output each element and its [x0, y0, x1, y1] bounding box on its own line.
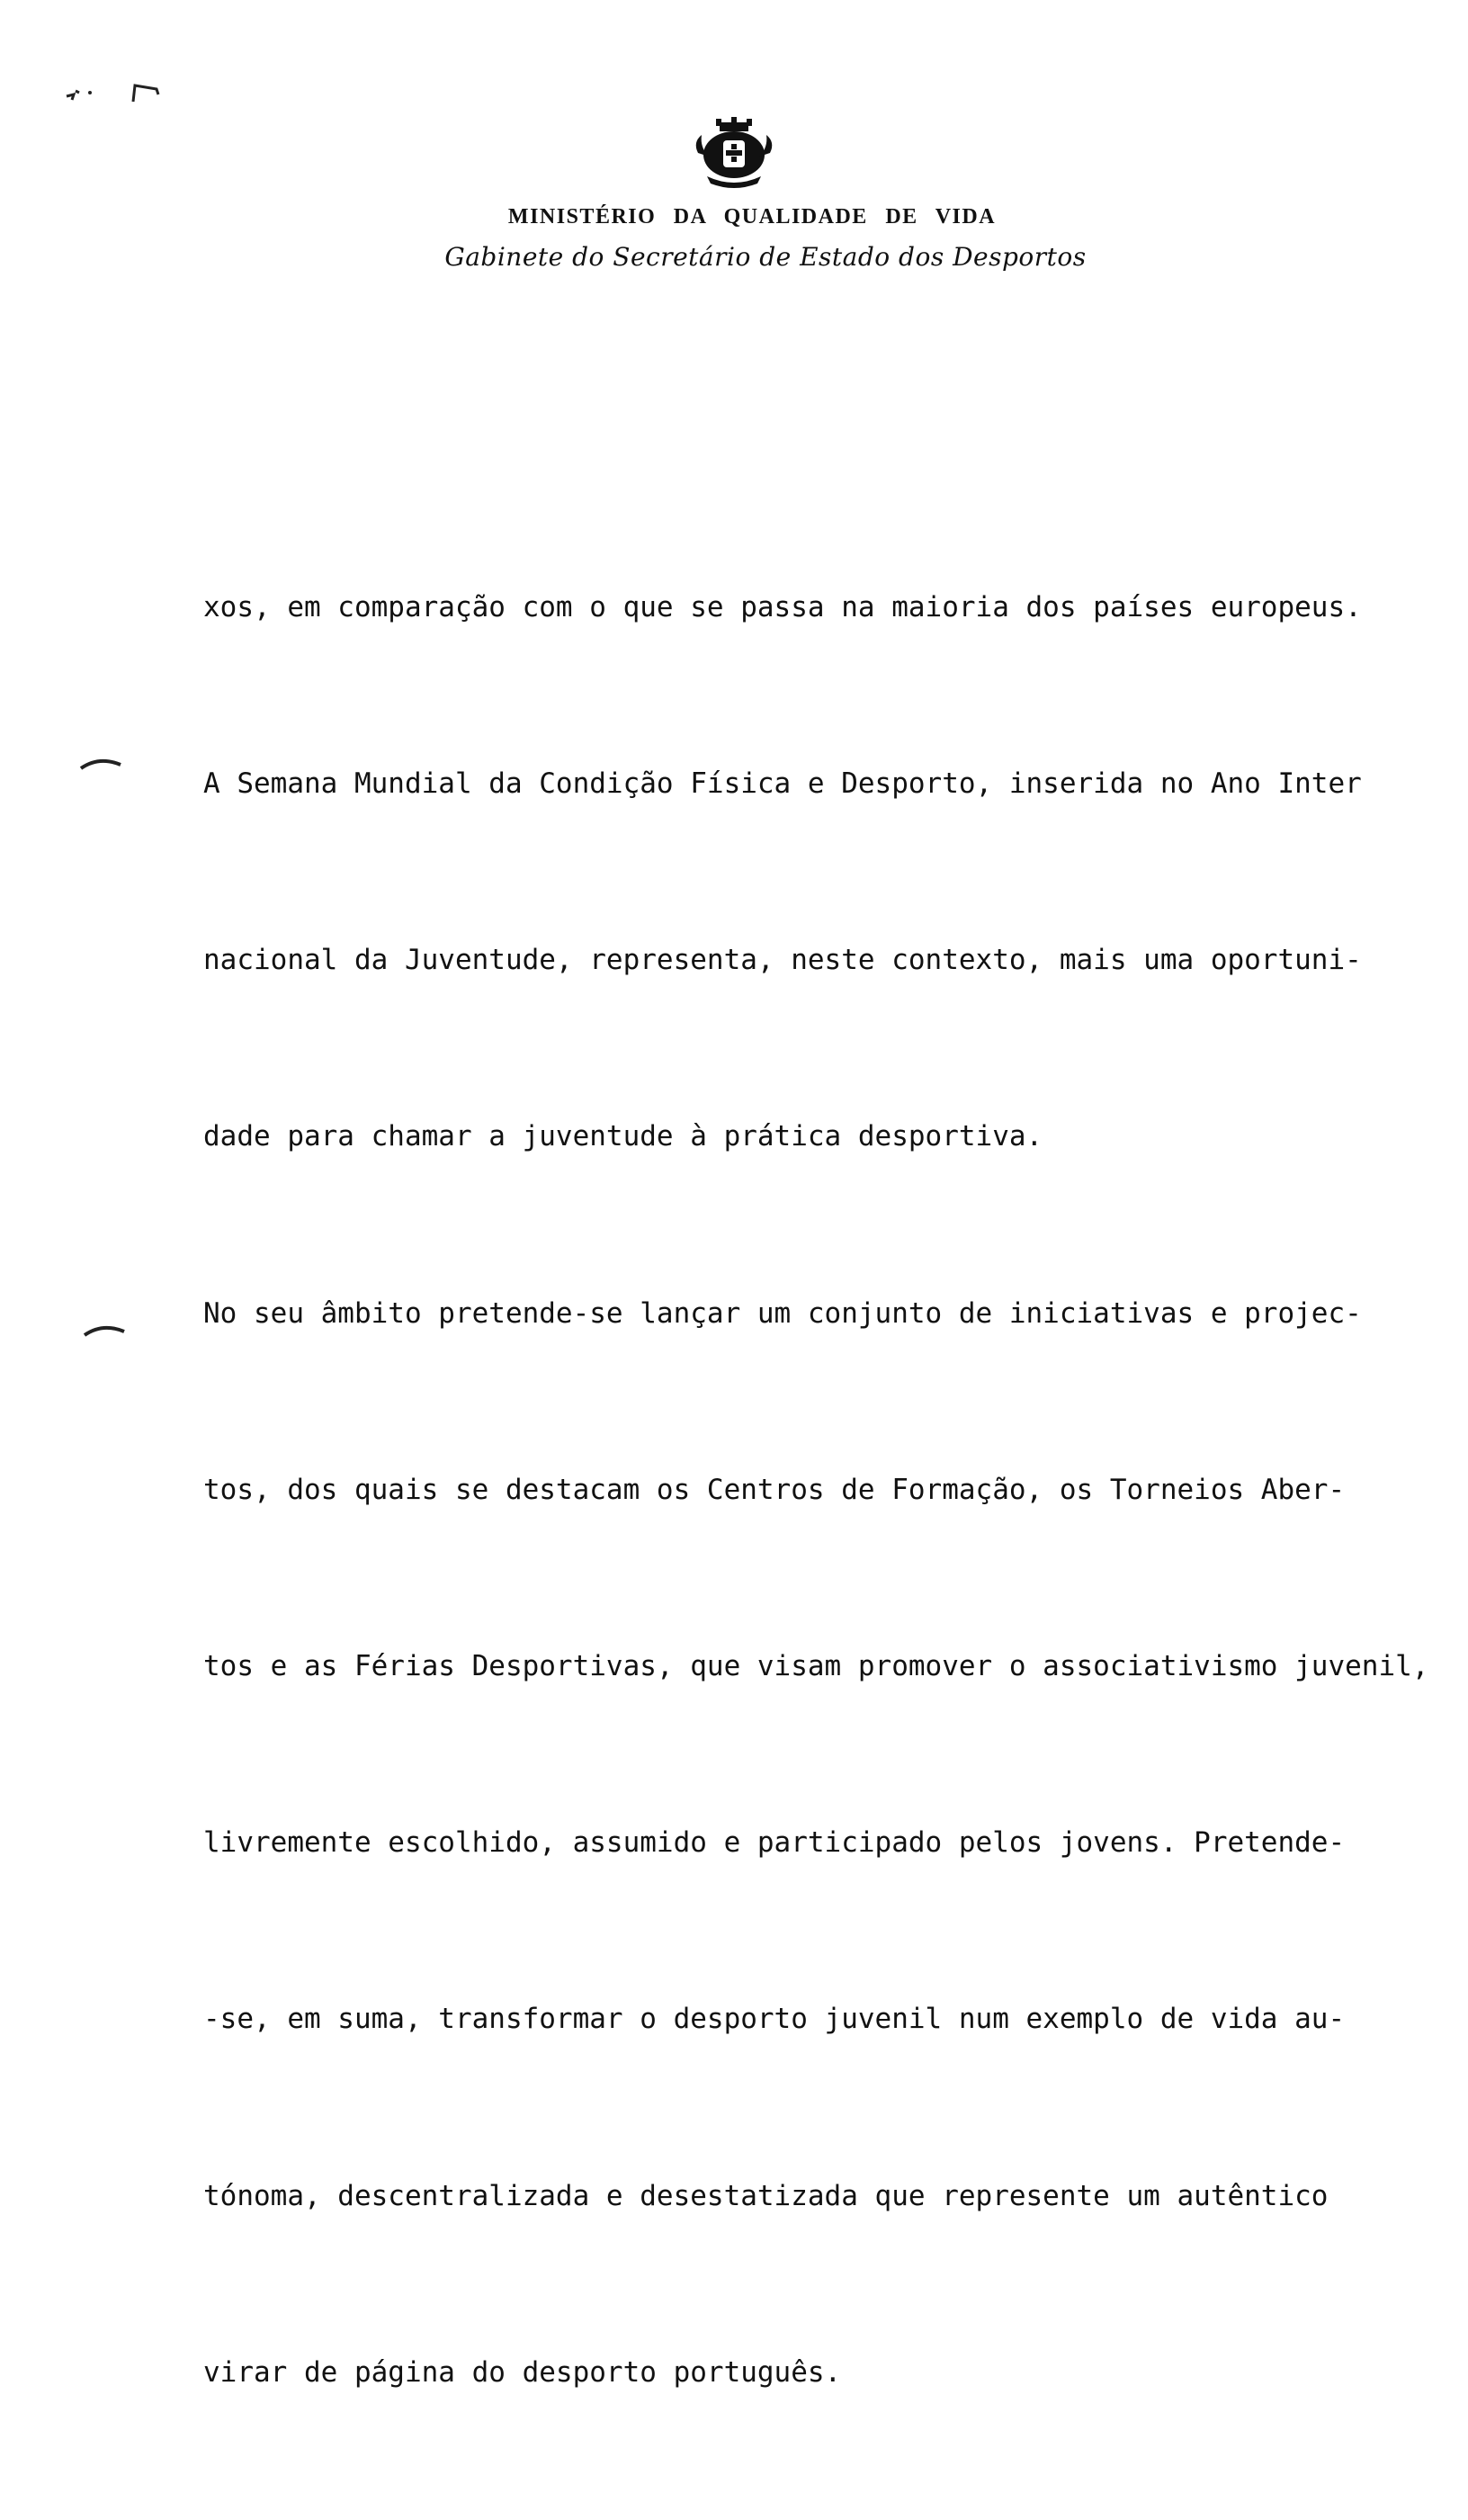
body-line: livremente escolhido, assumido e participado pelos jovens. Pretende- — [203, 1826, 1346, 1860]
body-line: xos, em comparação com o que se passa na maioria dos países europeus. — [203, 590, 1362, 623]
body-line: tónoma, descentralizada e desestatizada que represente um autêntico — [203, 2179, 1329, 2212]
punch-hole-mark-icon — [79, 754, 124, 772]
body-text — [203, 461, 1445, 2520]
body-line: tos e as Férias Desportivas, que visam promover o associativismo juvenil, — [203, 1650, 1429, 1683]
body-line: tos, dos quais se destacam os Centros de Formação, os Torneios Aber- — [203, 1473, 1346, 1506]
body-line: No seu âmbito pretende-se lançar um conjunto de iniciativas e projec- — [203, 1296, 1362, 1330]
letterhead — [0, 117, 1468, 272]
ministry-title: MINISTÉRIO DA QUALIDADE DE VIDA — [507, 205, 997, 229]
body-line: dade para chamar a juventude à prática desportiva. — [203, 1120, 1043, 1153]
punch-hole-mark-icon — [83, 1321, 128, 1339]
handwritten-mark-icon — [63, 76, 171, 112]
coat-of-arms-icon — [689, 117, 779, 189]
cabinet-subtitle: Gabinete do Secretário de Estado dos Desportos — [444, 242, 1087, 272]
body-line: virar de página do desporto português. — [203, 2355, 842, 2389]
body-line: A Semana Mundial da Condição Física e Desporto, inserida no Ano Inter — [203, 767, 1362, 801]
body-line: -se, em suma, transformar o desporto juvenil num exemplo de vida au- — [203, 2003, 1346, 2036]
body-line: nacional da Juventude, representa, neste contexto, mais uma oportuni- — [203, 944, 1362, 977]
